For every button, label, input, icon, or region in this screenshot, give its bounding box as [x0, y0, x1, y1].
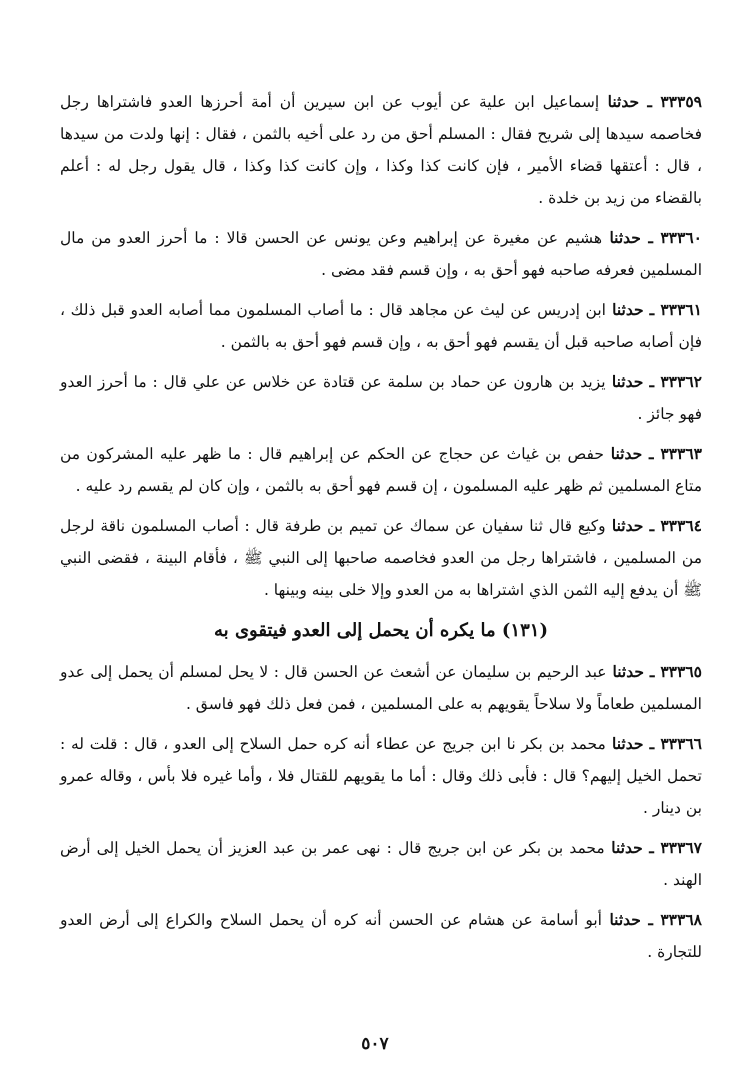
hadith-lead: ـ حدثنا [603, 444, 661, 463]
hadith-text: عبد الرحيم بن سليمان عن أشعث عن الحسن قال : لا يحل لمسلم أن يحمل إلى عدو المسلمين طعاماً ولا سلاحاً يقويهم به على المسلمين ، فمن فعل ذلك فهو فاسق . [60, 663, 702, 713]
hadith-lead: ـ حدثنا [605, 372, 661, 391]
hadith-text: وكيع قال ثنا سفيان عن سماك عن تميم بن طرفة قال : أصاب المسلمون ناقة لرجل من المسلمين ، فاشتراها رجل من العدو فخاصمه صاحبها إلى النبي ﷺ ، فأقام البينة ، فقضى النبي ﷺ أن يدفع إليه الثمن الذي اشتراها به من العدو وإلا خلى بينه وبينها . [60, 517, 702, 599]
hadith-paragraph [60, 832, 702, 896]
hadith-lead: ـ حدثنا [602, 228, 661, 247]
hadith-text: إسماعيل ابن علية عن أيوب عن ابن سيرين أن أمة أحرزها العدو فاشتراها رجل فخاصمه سيدها إلى شريح فقال : المسلم أحق من رد على أخيه بالثمن ، فقال : إنها ولدت من سيدها ، قال : أعتقها قضاء الأمير ، فإن كانت كذا وكذا ، وإن كانت كذا وكذا ، قال يقول رجل له : أعلم بالقضاء من زيد بن خلدة . [60, 93, 702, 207]
hadith-number: ٣٣٣٦٥ [660, 662, 702, 681]
hadith-number: ٣٣٣٦١ [660, 300, 702, 319]
hadith-number: ٣٣٣٦٣ [660, 444, 702, 463]
hadith-number: ٣٣٣٦٦ [660, 734, 702, 753]
hadith-paragraph [60, 222, 702, 286]
hadith-paragraph [60, 510, 702, 606]
hadith-paragraph [60, 728, 702, 824]
hadith-text: أبو أسامة عن هشام عن الحسن أنه كره أن يحمل السلاح والكراع إلى أرض العدو للتجارة . [60, 911, 702, 961]
hadith-lead: ـ حدثنا [601, 910, 661, 929]
hadith-number: ٣٣٣٥٩ [660, 92, 702, 111]
page-number: ٥٠٧ [361, 1034, 389, 1054]
hadith-paragraph [60, 656, 702, 720]
hadith-paragraph [60, 904, 702, 968]
chapter-heading: (١٣١) ما يكره أن يحمل إلى العدو فيتقوى به [214, 620, 548, 641]
hadith-number: ٣٣٣٦٤ [660, 516, 702, 535]
hadith-lead: ـ حدثنا [606, 662, 661, 681]
hadith-lead: ـ حدثنا [605, 300, 661, 319]
hadith-text: يزيد بن هارون عن حماد بن سلمة عن قتادة عن خلاس عن علي قال : ما أحرز العدو فهو جائز . [60, 373, 702, 423]
hadith-text: محمد بن بكر نا ابن جريج عن عطاء أنه كره حمل السلاح إلى العدو ، قال : قلت له : تحمل الخيل إليهم؟ قال : فأبى ذلك وقال : أما ما يقويهم للقتال فلا ، وأما غيره فلا بأس ، وقاله عمرو بن دينار . [60, 735, 702, 817]
hadith-number: ٣٣٣٦٧ [660, 838, 702, 857]
hadith-paragraph [60, 366, 702, 430]
hadith-text: حفص بن غياث عن حجاج عن الحكم عن إبراهيم قال : ما ظهر عليه المشركون من متاع المسلمين ثم ظهر عليه المسلمون ، إن قسم فهو أحق به بالثمن ، وإن كان لم يقسم رد عليه . [60, 445, 702, 495]
hadith-lead: ـ حدثنا [599, 92, 661, 111]
page-body [60, 86, 702, 1052]
hadith-paragraph [60, 86, 702, 214]
hadith-paragraph [60, 294, 702, 358]
hadith-text: هشيم عن مغيرة عن إبراهيم وعن يونس عن الحسن قالا : ما أحرز العدو من مال المسلمين فعرفه صاحبه فهو أحق به ، وإن قسم فقد مضى . [60, 229, 702, 279]
hadith-number: ٣٣٣٦٨ [660, 910, 702, 929]
hadith-paragraph [60, 438, 702, 502]
hadith-text: ابن إدريس عن ليث عن مجاهد قال : ما أصاب المسلمون مما أصابه العدو قبل ذلك ، فإن أصابه صاحبه قبل أن يقسم فهو أحق به ، وإن قسم فهو أحق به بالثمن . [60, 301, 702, 351]
hadith-text: محمد بن بكر عن ابن جريج قال : نهى عمر بن عبد العزيز أن يحمل الخيل إلى أرض الهند . [60, 839, 702, 889]
hadith-number: ٣٣٣٦٢ [660, 372, 702, 391]
hadith-lead: ـ حدثنا [605, 734, 661, 753]
hadith-number: ٣٣٣٦٠ [660, 228, 702, 247]
hadith-lead: ـ حدثنا [604, 838, 661, 857]
hadith-lead: ـ حدثنا [605, 516, 661, 535]
